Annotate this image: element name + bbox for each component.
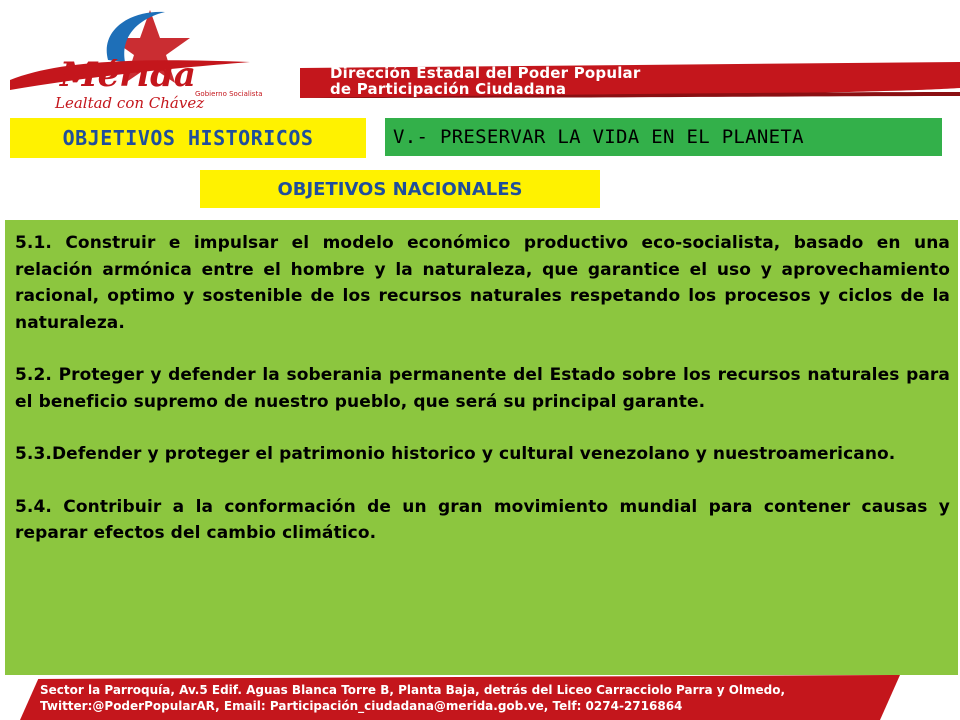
objective-5-4: 5.4. Contribuir a la conformación de un gran movimiento mundial para contener causas y reparar efectos del cambio climático. — [15, 496, 950, 543]
footer-line-2: Twitter:@PoderPopularAR, Email: Participación_ciudadana@merida.gob.ve, Telf: 0274-2716864 — [40, 699, 683, 713]
header-line-1: Dirección Estadal del Poder Popular — [330, 64, 641, 82]
logo-tagline: Lealtad con Chávez — [55, 94, 205, 112]
header-line-2: de Participación Ciudadana — [330, 80, 567, 98]
footer-line-1: Sector la Parroquía, Av.5 Edif. Aguas Blanca Torre B, Planta Baja, detrás del Liceo Carracciolo Parra y Olmedo, — [40, 683, 786, 697]
logo-subtitle: Gobierno Socialista — [195, 90, 263, 98]
objective-5-2: 5.2. Proteger y defender la soberania permanente del Estado sobre los recursos naturales para el beneficio supremo de nuestro pueblo, que será su principal garante. — [15, 365, 950, 412]
objetivos-nacionales-box: OBJETIVOS NACIONALES — [200, 170, 600, 208]
header-title — [330, 65, 810, 97]
objective-5-3: 5.3.Defender y proteger el patrimonio historico y cultural venezolano y nuestroamericano. — [15, 444, 896, 464]
objectives-panel — [5, 220, 958, 675]
objetivos-historicos-box: OBJETIVOS HISTORICOS — [10, 118, 366, 158]
logo-wordmark: Mérida — [60, 55, 196, 95]
merida-logo — [0, 0, 300, 120]
preservar-vida-box: V.- PRESERVAR LA VIDA EN EL PLANETA — [385, 118, 942, 156]
objective-5-1: 5.1. Construir e impulsar el modelo económico productivo eco-socialista, basado en una relación armónica entre el hombre y la naturaleza, que garantice el uso y aprovechamiento racional, optimo y sostenible de los recursos naturales respetando los procesos y ciclos de la naturaleza. — [15, 233, 950, 333]
footer-contact — [40, 682, 900, 714]
